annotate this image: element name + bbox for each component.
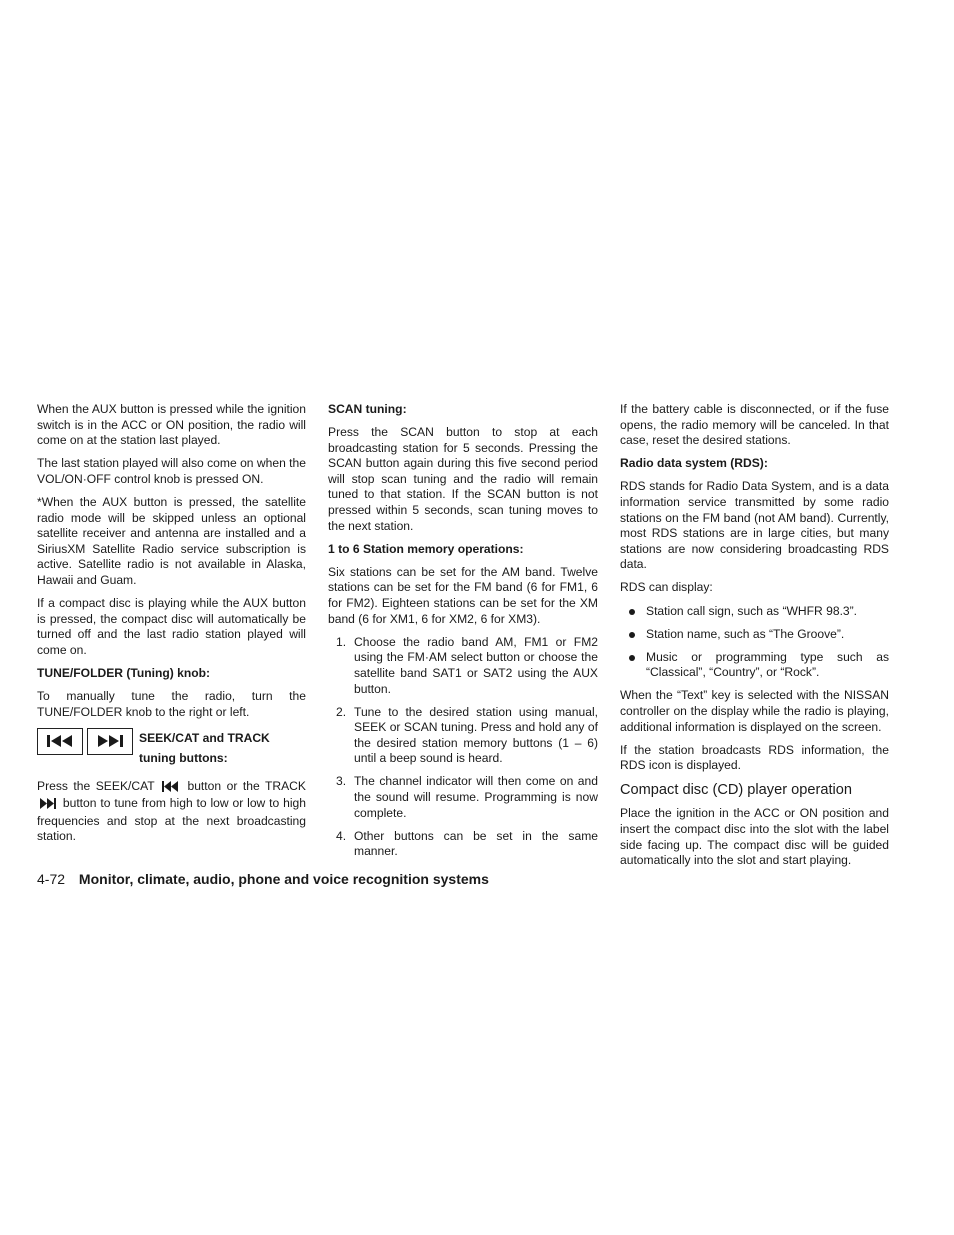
- bullet-text: Station name, such as “The Groove”.: [646, 626, 845, 641]
- rds-bullet-list: [620, 604, 889, 681]
- paragraph-rds-can: RDS can display:: [620, 580, 713, 595]
- paragraph-cd-aux: If a compact disc is playing while the AUX button is pressed, the compact disc will automatically be turned off and the last radio station played will come on.: [37, 596, 306, 657]
- paragraph-tune-folder: To manually tune the radio, turn the TUNE/FOLDER knob to the right or left.: [37, 689, 306, 719]
- list-item: [328, 705, 598, 767]
- heading-cd-player: Compact disc (CD) player operation: [620, 782, 852, 799]
- page-footer: [37, 871, 489, 887]
- step-number: 4.: [336, 828, 347, 843]
- seek-text-c: button to tune from high to low or low to high frequencies and stop at the next broadcasting station.: [37, 796, 306, 844]
- step-number: 1.: [336, 634, 347, 649]
- list-item: [328, 635, 598, 697]
- bullet-text: Station call sign, such as “WHFR 98.3”.: [646, 603, 858, 618]
- paragraph-cd-player: Place the ignition in the ACC or ON position and insert the compact disc into the slot with the label side facing up. The compact disc will be guided automatically into the slot and start playing.: [620, 806, 889, 868]
- list-item: [328, 774, 598, 821]
- seek-text-b: button or the TRACK: [187, 778, 306, 793]
- list-item: [620, 650, 889, 681]
- bullet-text: Music or programming type such as “Classical”, “Country”, or “Rock”.: [646, 649, 889, 680]
- paragraph-satellite-note: *When the AUX button is pressed, the satellite radio mode will be skipped unless an optional satellite receiver and antenna are installed and a SiriusXM Satellite Radio service subscription is active. Satellite radio is not available in Alaska, Hawaii and Guam.: [37, 494, 306, 587]
- step-number: 2.: [336, 704, 347, 719]
- paragraph-rds-icon: If the station broadcasts RDS information, the RDS icon is displayed.: [620, 742, 889, 773]
- seek-text-a: Press the SEEK/CAT: [37, 778, 155, 793]
- step-text: Choose the radio band AM, FM1 or FM2 using the FM·AM select button or choose the satellite band SAT1 or SAT2 using the AUX button.: [354, 634, 598, 696]
- track-forward-icon: [87, 728, 133, 755]
- paragraph-memory: Six stations can be set for the AM band. Twelve stations can be set for the FM band (6 for FM1, 6 for FM2). Eighteen stations can be set for the XM band (6 for XM1, 6 for XM2, 6 for XM3).: [328, 564, 598, 626]
- page-number: 4-72: [37, 871, 66, 887]
- chapter-title: Monitor, climate, audio, phone and voice recognition systems: [78, 871, 489, 887]
- seek-back-icon: [37, 728, 83, 755]
- column-2: [328, 402, 598, 867]
- paragraph-text-key: When the “Text” key is selected with the NISSAN controller on the display while the radio is playing, additional information is displayed on the screen.: [620, 688, 889, 734]
- track-forward-inline-icon: [39, 798, 57, 814]
- seek-track-caption: SEEK/CAT and TRACK tuning buttons:: [139, 730, 270, 765]
- bullet-icon: [629, 609, 635, 615]
- heading-rds: Radio data system (RDS):: [620, 456, 768, 471]
- paragraph-aux-ignition: When the AUX button is pressed while the ignition switch is in the ACC or ON position, the radio will come on at the station last played.: [37, 402, 306, 448]
- paragraph-scan: Press the SCAN button to stop at each broadcasting station for 5 seconds. Pressing the SCAN button again during this five second period will stop scan tuning and the radio will remain tuned to that station. If the SCAN button is not pressed within 5 seconds, scan tuning moves to the next station.: [328, 425, 598, 533]
- paragraph-rds: RDS stands for Radio Data System, and is a data information service transmitted by some radio stations on the FM band (not AM band). Currently, most RDS stations are in large cities, but many stations are now considering broadcasting RDS data.: [620, 479, 889, 572]
- list-item: [328, 829, 598, 860]
- heading-memory: 1 to 6 Station memory operations:: [328, 541, 524, 556]
- step-text: Other buttons can be set in the same manner.: [354, 828, 598, 859]
- seek-track-button-figure: [37, 728, 306, 770]
- paragraph-seek-track: [37, 779, 306, 845]
- step-text: Tune to the desired station using manual, SEEK or SCAN tuning. Press and hold any of the desired station memory buttons (1 – 6) until a beep sound is heard.: [354, 704, 598, 766]
- list-item: [620, 604, 889, 620]
- column-1: [37, 402, 306, 853]
- step-number: 3.: [336, 774, 347, 789]
- seek-back-inline-icon: [162, 781, 180, 797]
- step-text: The channel indicator will then come on and the sound will resume. Programming is now complete.: [354, 774, 598, 820]
- list-item: [620, 627, 889, 643]
- memory-steps-list: [328, 635, 598, 860]
- bullet-icon: [629, 632, 635, 638]
- heading-scan: SCAN tuning:: [328, 402, 407, 416]
- heading-tune-folder: TUNE/FOLDER (Tuning) knob:: [37, 665, 211, 680]
- bullet-icon: [629, 655, 635, 661]
- column-3: [620, 402, 889, 876]
- paragraph-last-station: The last station played will also come on when the VOL/ON·OFF control knob is pressed ON.: [37, 456, 306, 486]
- paragraph-battery: If the battery cable is disconnected, or if the fuse opens, the radio memory will be canceled. In that case, reset the desired stations.: [620, 402, 889, 448]
